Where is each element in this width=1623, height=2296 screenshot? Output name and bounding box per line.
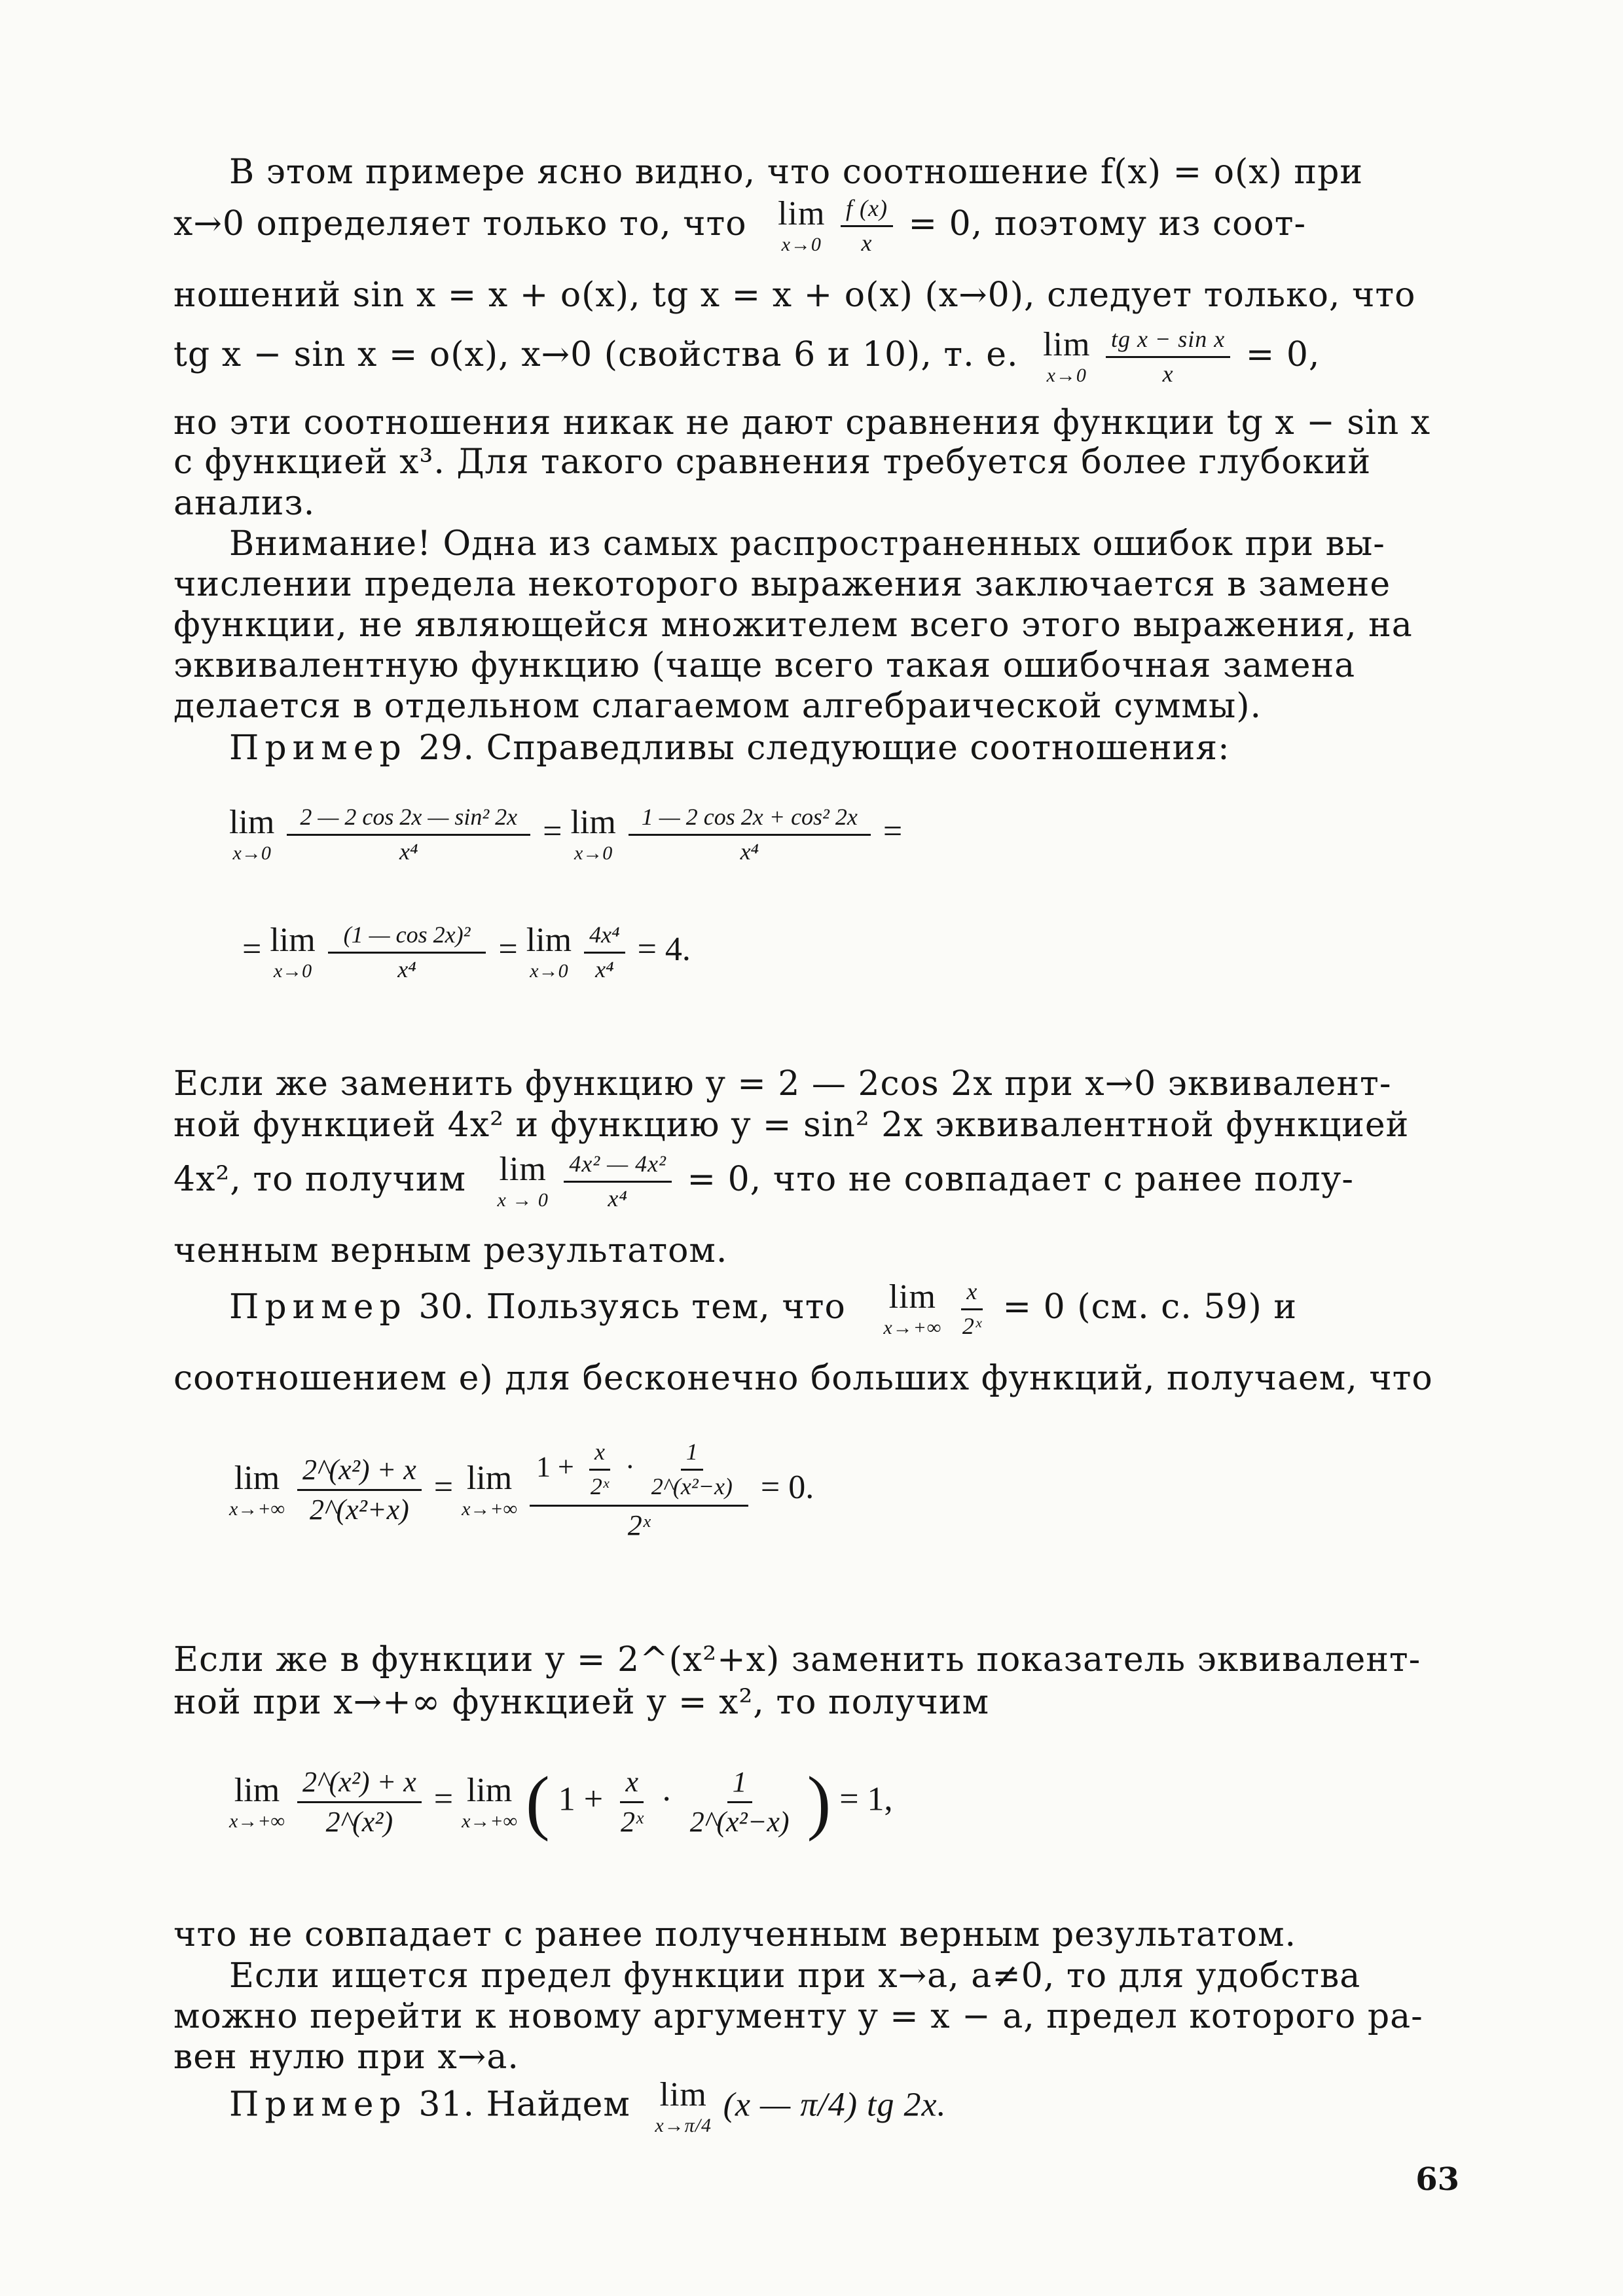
example29-heading: [229, 728, 1230, 768]
fraction: [297, 1455, 422, 1525]
fraction-numerator: 2 — 2 cos 2x — sin² 2x: [287, 805, 530, 836]
lim-subscript: x→+∞: [462, 1498, 518, 1520]
example-number: 31.: [418, 2085, 475, 2125]
p3-line3-fraction: [564, 1152, 672, 1211]
fraction-denominator: x⁴: [595, 956, 614, 982]
lim-subscript: x→0: [1046, 365, 1087, 387]
example-label: Пример: [229, 728, 407, 768]
fraction-denominator: 2ˣ: [962, 1312, 982, 1339]
lim-subscript: x→0: [574, 842, 613, 865]
p2-line2: числении предела некоторого выражения заключается в замене: [173, 565, 1391, 604]
p1-line7: анализ.: [173, 484, 316, 523]
p3-line4: ченным верным результатом.: [173, 1231, 728, 1270]
fraction-numerator: (1 — cos 2x)²: [328, 923, 486, 954]
lim-word: lim: [1043, 326, 1091, 364]
fraction-denominator: 2^(x²): [325, 1806, 393, 1838]
p2-line3: функции, не являющейся множителем всего этого выражения, на: [173, 605, 1413, 645]
p5-line1: Если ищется предел функции при x→a, a≠0, то для удобства: [229, 1956, 1361, 1996]
example31-limit: [655, 2078, 712, 2136]
lim-word: lim: [466, 1771, 513, 1809]
limit: [462, 1459, 518, 1520]
lim-subscript: x→+∞: [883, 1317, 942, 1339]
fraction-denominator: x⁴: [397, 956, 416, 982]
result: = 0.: [760, 1468, 814, 1506]
example31-heading: [229, 2078, 947, 2136]
lim-word: lim: [270, 922, 316, 960]
limit: [270, 924, 315, 981]
p1-line5: но эти соотношения никак не дают сравнения функции tg x − sin x: [173, 403, 1431, 442]
example29-formula1: lim x→0 $\frac{\text{2 — 2 cos 2x — sin² 2x}}{\text{x⁴}}$ = lim x→0 $\frac{\text{1 — 2 cos 2x + cos² 2x}}{\text{x⁴}}$ =: [229, 804, 903, 865]
p3-line2: ной функцией 4x² и функцию y = sin² 2x эквивалентной функцией: [173, 1105, 1410, 1145]
p4-formula: lim x→+∞ $\frac{\text{2\textasciicircum{}(x²) + x}}{\text{2\textasciicircum{}(x²)}}$ = lim x→+∞ ( 1 + $\frac{x}{\text{2ˣ}}$ · $\frac{1}{\text{2\textasciicircum{}(x²−x)}}$ ) = 1,: [229, 1762, 893, 1842]
p4-line2: ной при x→+∞ функцией y = x², то получим: [173, 1683, 990, 1722]
p3-line3: [173, 1152, 1447, 1211]
lim-subscript: x → 0: [497, 1189, 549, 1211]
inner-fraction: [646, 1440, 738, 1499]
fraction-numerator: tg x − sin x: [1106, 327, 1230, 358]
lim-word: lim: [526, 922, 572, 960]
p4-line1: Если же в функции y = 2^(x²+x) заменить показатель эквивалент-: [173, 1640, 1421, 1679]
p1-line1: В этом примере ясно видно, что соотношение f(x) = o(x) при: [229, 152, 1364, 192]
fraction-denominator: x⁴: [608, 1185, 628, 1211]
example29-formula2: = lim x→0 $\frac{\text{(1 — cos 2x)²}}{\text{x⁴}}$ = lim x→0 $\frac{\text{4x⁴}}{\text{x⁴}}$ = 4.: [242, 922, 691, 982]
p1-line2-fraction: [841, 196, 893, 256]
p2-line4: эквивалентную функцию (чаще всего такая ошибочная замена: [173, 646, 1356, 685]
page-number: 63: [1415, 2161, 1459, 2198]
p1-line4-text-b: = 0,: [1245, 334, 1321, 374]
example-number: 29.: [418, 728, 475, 768]
limit: [229, 1459, 285, 1520]
p3-line1: Если же заменить функцию y = 2 — 2cos 2x при x→0 эквивалент-: [173, 1064, 1392, 1103]
fraction: [328, 923, 486, 982]
lim-word: lim: [234, 1459, 280, 1497]
example-label: Пример: [229, 1287, 407, 1327]
p3-line3-limit: [498, 1153, 549, 1210]
example-text: Найдем: [486, 2085, 630, 2125]
limit: [229, 806, 274, 863]
fraction-numerator: 4x² — 4x²: [564, 1152, 672, 1183]
p1-line4: [173, 327, 1447, 387]
fraction-denominator: x⁴: [740, 838, 759, 865]
p1-line2-limit: [778, 197, 825, 255]
example31-expression: (x — π/4) tg 2x.: [723, 2086, 947, 2124]
lim-word: lim: [888, 1278, 936, 1316]
lim-word: lim: [234, 1771, 280, 1809]
example-text-a: Пользуясь тем, что: [486, 1287, 846, 1327]
fraction: [584, 923, 625, 982]
inner-fraction: [685, 1767, 795, 1837]
lim-word: lim: [659, 2076, 707, 2113]
inner-fraction: [615, 1767, 648, 1837]
p2-line5: делается в отдельном слагаемом алгебраической суммы).: [173, 687, 1262, 726]
inner-fraction: [585, 1440, 614, 1499]
lim-subscript: x→π/4: [655, 2115, 712, 2136]
fraction-numerator: x: [620, 1767, 644, 1803]
example30-formula: lim x→+∞ $\frac{\text{2\textasciicircum{}(x²) + x}}{\text{2\textasciicircum{}(x²+x)}}$ = lim x→+∞ 1 + $\frac{x}{\text{2ˣ}}$ · $\frac{1}{\text{2\textasciicircum{}(x²−x)}}$ 2ˣ = 0.: [229, 1439, 814, 1541]
fraction-numerator: 1 + $\frac{x}{\text{2ˣ}}$ · $\frac{1}{\text{2\textasciicircum{}(x²−x)}}$: [530, 1440, 748, 1507]
example-number: 30.: [418, 1287, 475, 1327]
p1-line4-limit: [1043, 328, 1090, 386]
lim-subscript: x→+∞: [462, 1810, 518, 1832]
example-text: Справедливы следующие соотношения:: [486, 728, 1230, 768]
limit: [526, 924, 572, 981]
p5-line2: можно перейти к новому аргументу y = x − a, предел которого ра-: [173, 1997, 1423, 2036]
p1-line2-text-b: = 0, поэтому из соот-: [908, 204, 1307, 243]
fraction-denominator: 2ˣ: [621, 1806, 644, 1838]
fraction-numerator: 4x⁴: [584, 923, 625, 954]
fraction-numerator: f (x): [841, 196, 893, 227]
fraction-numerator: 1: [681, 1440, 703, 1471]
fraction-denominator: 2ˣ: [627, 1509, 651, 1541]
p1-line3: ношений sin x = x + o(x), tg x = x + o(x) (x→0), следует только, что: [173, 276, 1416, 315]
lim-word: lim: [466, 1459, 513, 1497]
lim-subscript: x→+∞: [229, 1498, 285, 1520]
limit: [229, 1771, 285, 1832]
lim-subscript: x→0: [530, 960, 568, 982]
result: = 1,: [839, 1780, 893, 1818]
lim-subscript: x→0: [781, 234, 822, 256]
fraction-denominator: x: [1162, 360, 1174, 387]
fraction-numerator: x: [589, 1440, 610, 1471]
example30-line2: соотношением е) для бесконечно больших функций, получаем, что: [173, 1359, 1433, 1398]
p4-line3: что не совпадает с ранее полученным верным результатом.: [173, 1915, 1297, 1954]
fraction-numerator: 1: [727, 1767, 752, 1803]
example30-heading: [229, 1280, 1447, 1339]
p2-line1: Внимание! Одна из самых распространенных ошибок при вы-: [229, 524, 1385, 564]
lim-subscript: x→0: [273, 960, 312, 982]
p1-line6: с функцией x³. Для такого сравнения требуется более глубокий: [173, 442, 1372, 482]
fraction: [297, 1767, 422, 1837]
p1-line2: [173, 196, 1447, 256]
limit: [462, 1771, 518, 1832]
lim-word: lim: [570, 804, 616, 842]
fraction-numerator: x: [961, 1280, 983, 1310]
fraction-numerator: 2^(x²) + x: [297, 1767, 422, 1803]
example30-limit: [883, 1280, 941, 1338]
fraction-denominator: x: [861, 229, 873, 256]
p3-line3-text-b: = 0, что не совпадает с ранее полу-: [687, 1159, 1354, 1199]
p1-line2-text-a: x→0 определяет только то, что: [173, 204, 747, 243]
p1-line4-fraction: [1106, 327, 1230, 387]
example-label: Пример: [229, 2085, 407, 2125]
p5-line3: вен нулю при x→a.: [173, 2037, 519, 2077]
example30-fraction: [957, 1280, 987, 1339]
fraction-denominator: 2^(x²+x): [309, 1494, 409, 1526]
compound-fraction: [530, 1440, 748, 1541]
lim-word: lim: [778, 195, 826, 233]
p3-line3-text-a: 4x², то получим: [173, 1159, 466, 1199]
fraction-numerator: 1 — 2 cos 2x + cos² 2x: [629, 805, 871, 836]
p1-line4-text-a: tg x − sin x = o(x), x→0 (свойства 6 и 10), т. е.: [173, 334, 1019, 374]
fraction-denominator: 2ˣ: [590, 1473, 610, 1499]
fraction: [629, 805, 871, 865]
example-text-b: = 0 (см. с. 59) и: [1002, 1287, 1297, 1327]
result: = 4.: [637, 931, 691, 969]
fraction-denominator: 2^(x²−x): [651, 1473, 733, 1499]
fraction: [287, 805, 530, 865]
lim-word: lim: [229, 804, 275, 842]
fraction-denominator: x⁴: [399, 838, 418, 865]
lim-subscript: x→+∞: [229, 1810, 285, 1832]
limit: [570, 806, 615, 863]
lim-word: lim: [499, 1151, 547, 1189]
fraction-denominator: 2^(x²−x): [689, 1806, 790, 1838]
fraction-numerator: 2^(x²) + x: [297, 1455, 422, 1491]
lim-subscript: x→0: [232, 842, 271, 865]
